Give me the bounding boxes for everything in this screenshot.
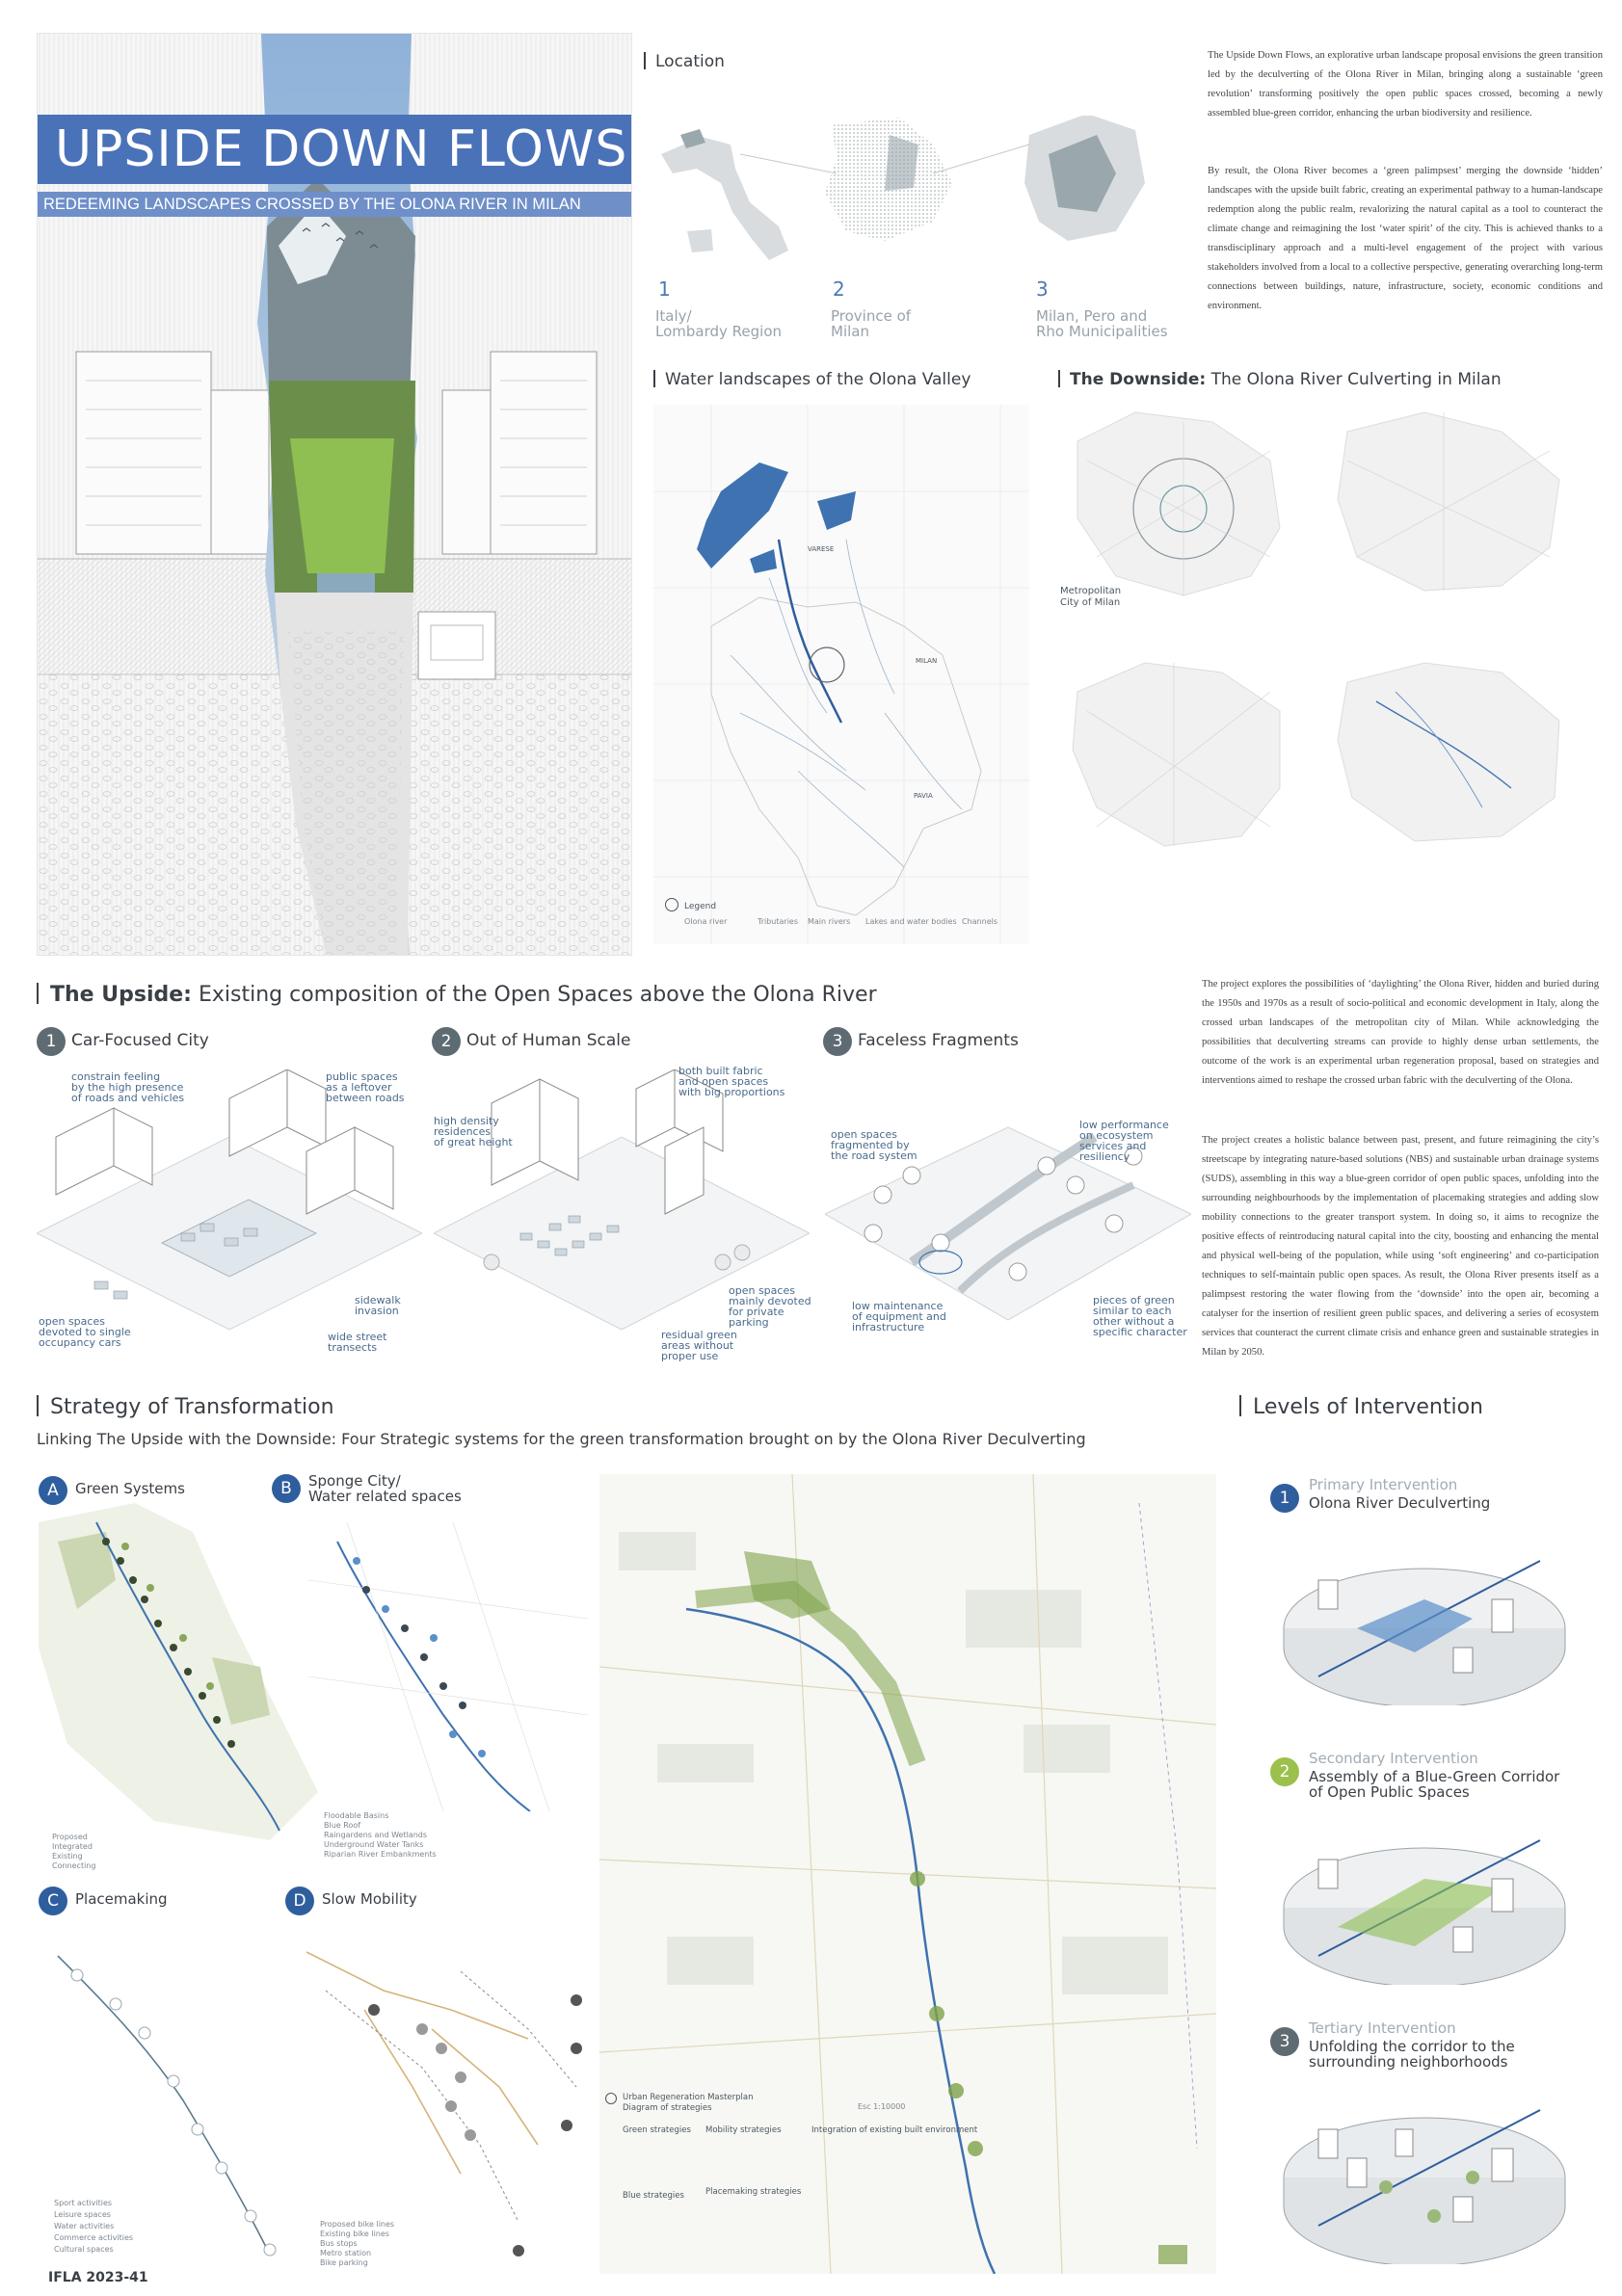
water-legend-channels: Channels [962,917,998,926]
strategy-letter-c: C [39,1887,67,1915]
level-head-1: Primary Intervention [1309,1476,1458,1493]
legend-c-1: Sport activities [54,2199,113,2207]
upside-1-note-5: wide street transects [328,1331,387,1354]
subtitle-banner [38,192,631,217]
intro-paragraph-1: The Upside Down Flows, an explorative urban landscape proposal envisions the green transition led by the deculverting of the Olona River in Milan, bringing along a sustainable ‘green revolution’ transforming positively the open public spaces crossed, becoming a newly assembled blue-green corridor, enhancing the urban biodiversity and resilience. [1208,50,1603,119]
strategy-letter-d: D [285,1887,314,1915]
masterplan-col-mobility: Mobility strategies [705,2125,782,2135]
place-pavia: PAVIA [914,792,933,800]
legend-d-2: Existing bike lines [320,2230,389,2238]
upside-title-1: Car-Focused City [71,1031,209,1050]
upside-3-note-1: open spaces fragmented by the road system [831,1128,917,1162]
level-number-2: 2 [1270,1757,1299,1786]
downside-heading: The Downside: The Olona River Culverting in Milan [1058,370,1502,389]
masterplan-col-blue: Blue strategies [623,2191,684,2201]
upside-number-3: 3 [823,1027,852,1056]
tertiary-intervention-diagram [1280,2091,1569,2264]
upside-3-note-2: low performance on ecosystem services and resiliency [1079,1119,1169,1163]
downside-maps [1058,403,1598,952]
project-paragraph-2: The project creates a holistic balance between past, present, and future reimagining the city’s streetscape by integrating nature-based solutions (NBS) and sustainable urban drainage systems (SUDS), assembling in this way a blue-green corridor of open public spaces, unfolding into the surrounding neighbourhoods by the implementation of placemaking strategies and adding slow mobility connections to the greater transport system. In doing so, it aims to recognize the positive effects of reintroducing natural capital into the city, boosting and enhancing the mental and physical well-being of the population, while using ‘soft engineering’ and co-participation techniques to self-maintain public open spaces. As result, the Olona River presents itself as a palimpsest restoring the water flowing from the ‘downside’ into the open air, becoming a catalyser for the insertion of resilient green public spaces, and delivering a series of ecosystem services that counteract the current climate crisis and enhance green and sustainable strategies in Milan by 2050. [1202,1135,1599,1358]
level-number-3: 3 [1270,2027,1299,2056]
legend-b-5: Riparian River Embankments [324,1850,437,1859]
masterplan-map [599,1474,1216,2274]
legend-a-2: Integrated [52,1842,93,1851]
location-label-2b: Milan [831,323,869,340]
primary-intervention-diagram [1280,1542,1569,1705]
location-number-1: 1 [658,277,671,301]
location-number-3: 3 [1036,277,1049,301]
location-label-2a: Province of [831,307,912,325]
legend-d-5: Bike parking [320,2258,368,2267]
strategy-letter-b: B [272,1474,301,1503]
sponge-city-map [308,1522,588,1811]
upside-1-note-2: public spaces as a leftover between roads [326,1070,405,1104]
water-legend-olona: Olona river [684,917,728,926]
hero-illustration [37,33,632,956]
secondary-intervention-diagram [1280,1821,1569,1985]
intro-paragraph-2: By result, the Olona River becomes a ‘green palimpsest’ merging the downside ‘hidden’ landscapes with the upside built fabric, creating an experimental pathway to a human-landscape redemption along the public realm, revalorizing the natural capital as a tool to counteract the climate change and reimagining the lost ‘water spirit’ of the city. This is achieved thanks to a transdisciplinary approach and a multi-level engagement of the project with various stakeholders involved from a local to a collective perspective, generating overarching long-term connections between buildings, nature, infrastructure, society, economic conditions and environment. [1208,166,1603,311]
legend-c-3: Water activities [54,2222,115,2230]
strategy-title-b2: Water related spaces [308,1488,462,1505]
legend-d-1: Proposed bike lines [320,2220,395,2229]
water-legend-title: Legend [684,902,717,911]
location-label-3a: Milan, Pero and [1036,307,1148,325]
legend-a-4: Connecting [52,1861,96,1870]
location-label-1b: Lombardy Region [655,323,783,340]
location-maps [644,116,1183,270]
level-sub-3b: surrounding neighborhoods [1309,2053,1508,2071]
masterplan-col-integration: Integration of existing built environment [811,2125,978,2135]
upside-title-3: Faceless Fragments [858,1031,1019,1050]
masterplan-col-green: Green strategies [623,2125,691,2135]
upside-2-note-3: open spaces mainly devoted for private parking [729,1284,811,1329]
upside-1-note-4: sidewalk invasion [355,1294,401,1317]
strategy-title-a: Green Systems [75,1480,185,1497]
legend-a-3: Existing [52,1852,83,1861]
water-legend-main-rivers: Main rivers [808,917,851,926]
poster-title: UPSIDE DOWN FLOWS [55,120,628,178]
water-legend-lakes: Lakes and water bodies [865,917,957,926]
upside-heading: The Upside: Existing composition of the Open Spaces above the Olona River [37,983,877,1007]
legend-a-1: Proposed [52,1833,88,1841]
olona-valley-map [653,405,1029,944]
legend-b-4: Underground Water Tanks [324,1840,424,1849]
footer-id: IFLA 2023-41 [48,2270,148,2285]
level-sub-2b: of Open Public Spaces [1309,1783,1470,1801]
metro-label-1: Metropolitan [1060,586,1122,596]
masterplan-col-placemaking: Placemaking strategies [705,2187,802,2197]
upside-1-note-1: constrain feeling by the high presence of roads and vehicles [71,1070,185,1104]
upside-2-note-4: residual green areas without proper use [661,1329,737,1362]
legend-d-4: Metro station [320,2249,372,2257]
place-milan: MILAN [916,657,938,665]
slow-mobility-map [306,1933,596,2260]
masterplan-title-2: Diagram of strategies [623,2103,712,2113]
project-paragraph-1: The project explores the possibilities of ‘daylighting’ the Olona River, hidden and buried during the 1950s and 1970s as a result of socio-political and economic development in Italy, along the crossed urban landscapes of the metropolitan city of Milan. While acknowledging the possibilities that deculverting streams can provide to highly dense urban settlements, the outcome of the work is an experimental urban regeneration proposal, based on strategies and interventions aimed to reshape the crossed urban fabric with the deculverting of the Olona. [1202,979,1599,1086]
metro-label-2: City of Milan [1060,597,1121,608]
legend-b-2: Blue Roof [324,1821,361,1830]
location-heading: Location [644,52,725,71]
level-sub-3a: Unfolding the corridor to the [1309,2038,1515,2055]
upside-3-note-3: low maintenance of equipment and infrastructure [852,1300,946,1333]
legend-c-4: Commerce activities [54,2233,134,2242]
location-label-3b: Rho Municipalities [1036,323,1168,340]
location-number-2: 2 [833,277,845,301]
masterplan-scale: Esc 1:10000 [858,2102,906,2111]
level-sub-1a: Olona River Deculverting [1309,1494,1491,1512]
legend-c-5: Cultural spaces [54,2245,114,2254]
strategy-heading: Strategy of Transformation [37,1395,334,1419]
strategy-title-c: Placemaking [75,1890,168,1908]
legend-b-1: Floodable Basins [324,1811,389,1820]
upside-2-note-2: high density residences of great height [434,1115,513,1148]
level-head-2: Secondary Intervention [1309,1750,1478,1767]
green-systems-map [39,1503,318,1850]
level-sub-2a: Assembly of a Blue-Green Corridor [1309,1768,1560,1785]
upside-3-note-4: pieces of green similar to each other without a specific character [1093,1294,1187,1338]
legend-d-3: Bus stops [320,2239,358,2248]
upside-title-2: Out of Human Scale [466,1031,631,1050]
water-legend-tributaries: Tributaries [758,917,799,926]
title-banner [38,115,631,184]
level-number-1: 1 [1270,1484,1299,1513]
clock-icon [605,2093,617,2104]
level-head-3: Tertiary Intervention [1309,2019,1456,2037]
upside-number-1: 1 [37,1027,66,1056]
masterplan-title-1: Urban Regeneration Masterplan [623,2093,754,2102]
strategy-subheading: Linking The Upside with the Downside: Four Strategic systems for the green transformation brought on by the Olona River Deculverting [37,1430,1086,1448]
location-label-1a: Italy/ [655,307,692,325]
place-varese: VARESE [808,545,835,553]
upside-1-note-3: open spaces devoted to single occupancy cars [39,1315,131,1349]
levels-heading: Levels of Intervention [1239,1395,1483,1419]
strategy-title-d: Slow Mobility [322,1890,417,1908]
poster-subtitle: REDEEMING LANDSCAPES CROSSED BY THE OLONA RIVER IN MILAN [43,196,581,213]
upside-2-note-1: both built fabric and open spaces with big proportions [678,1065,785,1098]
clock-icon [665,898,678,911]
strategy-title-b1: Sponge City/ [308,1472,401,1490]
upside-number-2: 2 [432,1027,461,1056]
legend-c-2: Leisure spaces [54,2210,111,2219]
water-landscapes-heading: Water landscapes of the Olona Valley [653,370,971,389]
legend-b-3: Raingardens and Wetlands [324,1831,428,1839]
strategy-letter-a: A [39,1476,67,1505]
